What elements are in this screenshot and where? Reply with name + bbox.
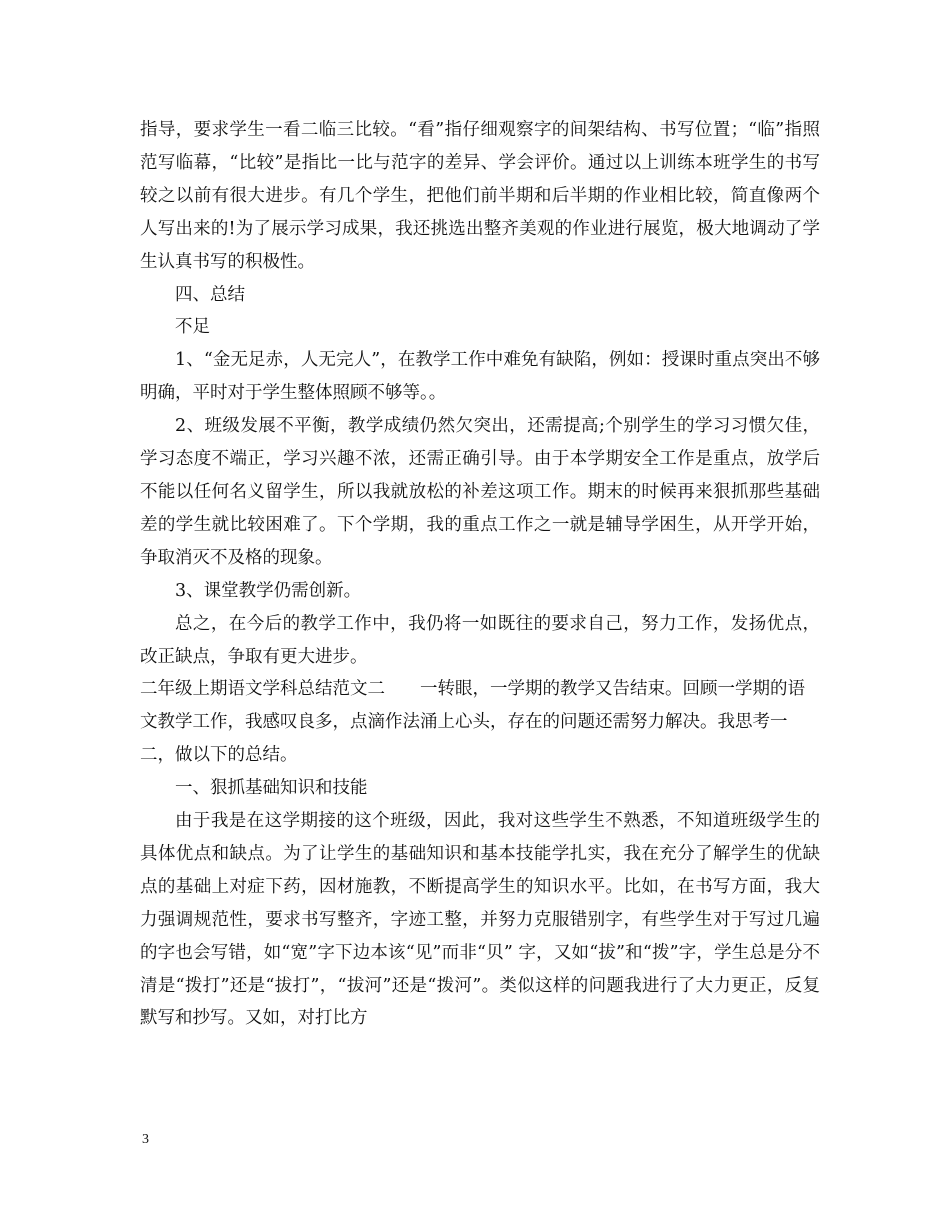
section-heading-summary: 四、总结 bbox=[175, 284, 245, 305]
paragraph-point-2: 2、班级发展不平衡，教学成绩仍然欠突出，还需提高;个别学生的学习习惯欠佳，学习态度不端正，学习兴趣不浓，还需正确引导。由于本学期安全工作是重点，放学后不能以任何名义留学生，所以我就放松的补差这项工作。期末的时候再来狠抓那些基础差的学生就比较困难了。下个学期，我的重点工作之一就是辅导学困生，从开学开始，争取消灭不及格的现象。 bbox=[140, 416, 820, 568]
paragraph-point-3: 3、课堂教学仍需创新。 bbox=[175, 580, 362, 601]
paragraph-basics-body: 由于我是在这学期接的这个班级，因此，我对这些学生不熟悉，不知道班级学生的具体优点和缺点。为了让学生的基础知识和基本技能学扎实，我在充分了解学生的优缺点的基础上对症下药，因材施教，不断提高学生的知识水平。比如，在书写方面，我大力强调规范性，要求书写整齐，字迹工整，并努力克服错别字，有些学生对于写过几遍的字也会写错，如“宽”字下边本该“见”而非“贝” 字，又如“拔”和“拨”字，学生总是分不清是“拨打”还是“拔打”，“拔河”还是“拨河”。类似这样的问题我进行了大力更正，反复默写和抄写。又如，对打比方 bbox=[140, 811, 820, 1029]
page-number: 3 bbox=[142, 1132, 149, 1147]
paragraph-continuation: 指导，要求学生一看二临三比较。“看”指仔细观察字的间架结构、书写位置；“临”指照范写临幕，“比较”是指比一比与范字的差异、学会评价。通过以上训练本班学生的书写较之以前有很大进步。有几个学生，把他们前半期和后半期的作业相比较，简直像两个人写出来的!为了展示学习成果，我还挑选出整齐美观的作业进行展览，极大地调动了学生认真书写的积极性。 bbox=[140, 120, 820, 272]
subheading-shortcomings: 不足 bbox=[175, 317, 210, 338]
section-heading-basics: 一、狠抓基础知识和技能 bbox=[175, 778, 368, 799]
paragraph-conclusion: 总之，在今后的教学工作中，我仍将一如既往的要求自己，努力工作，发扬优点，改正缺点，争取有更大进步。 bbox=[140, 613, 820, 667]
document-body bbox=[140, 114, 820, 1035]
paragraph-point-1: 1、“金无足赤，人无完人”，在教学工作中难免有缺陷，例如：授课时重点突出不够明确，平时对于学生整体照顾不够等。。 bbox=[140, 350, 820, 404]
paragraph-sample-two-intro: 二年级上期语文学科总结范文二 一转眼，一学期的教学又告结束。回顾一学期的语文教学工作，我感叹良多，点滴作法涌上心头，存在的问题还需努力解决。我思考一二，做以下的总结。 bbox=[140, 679, 805, 766]
